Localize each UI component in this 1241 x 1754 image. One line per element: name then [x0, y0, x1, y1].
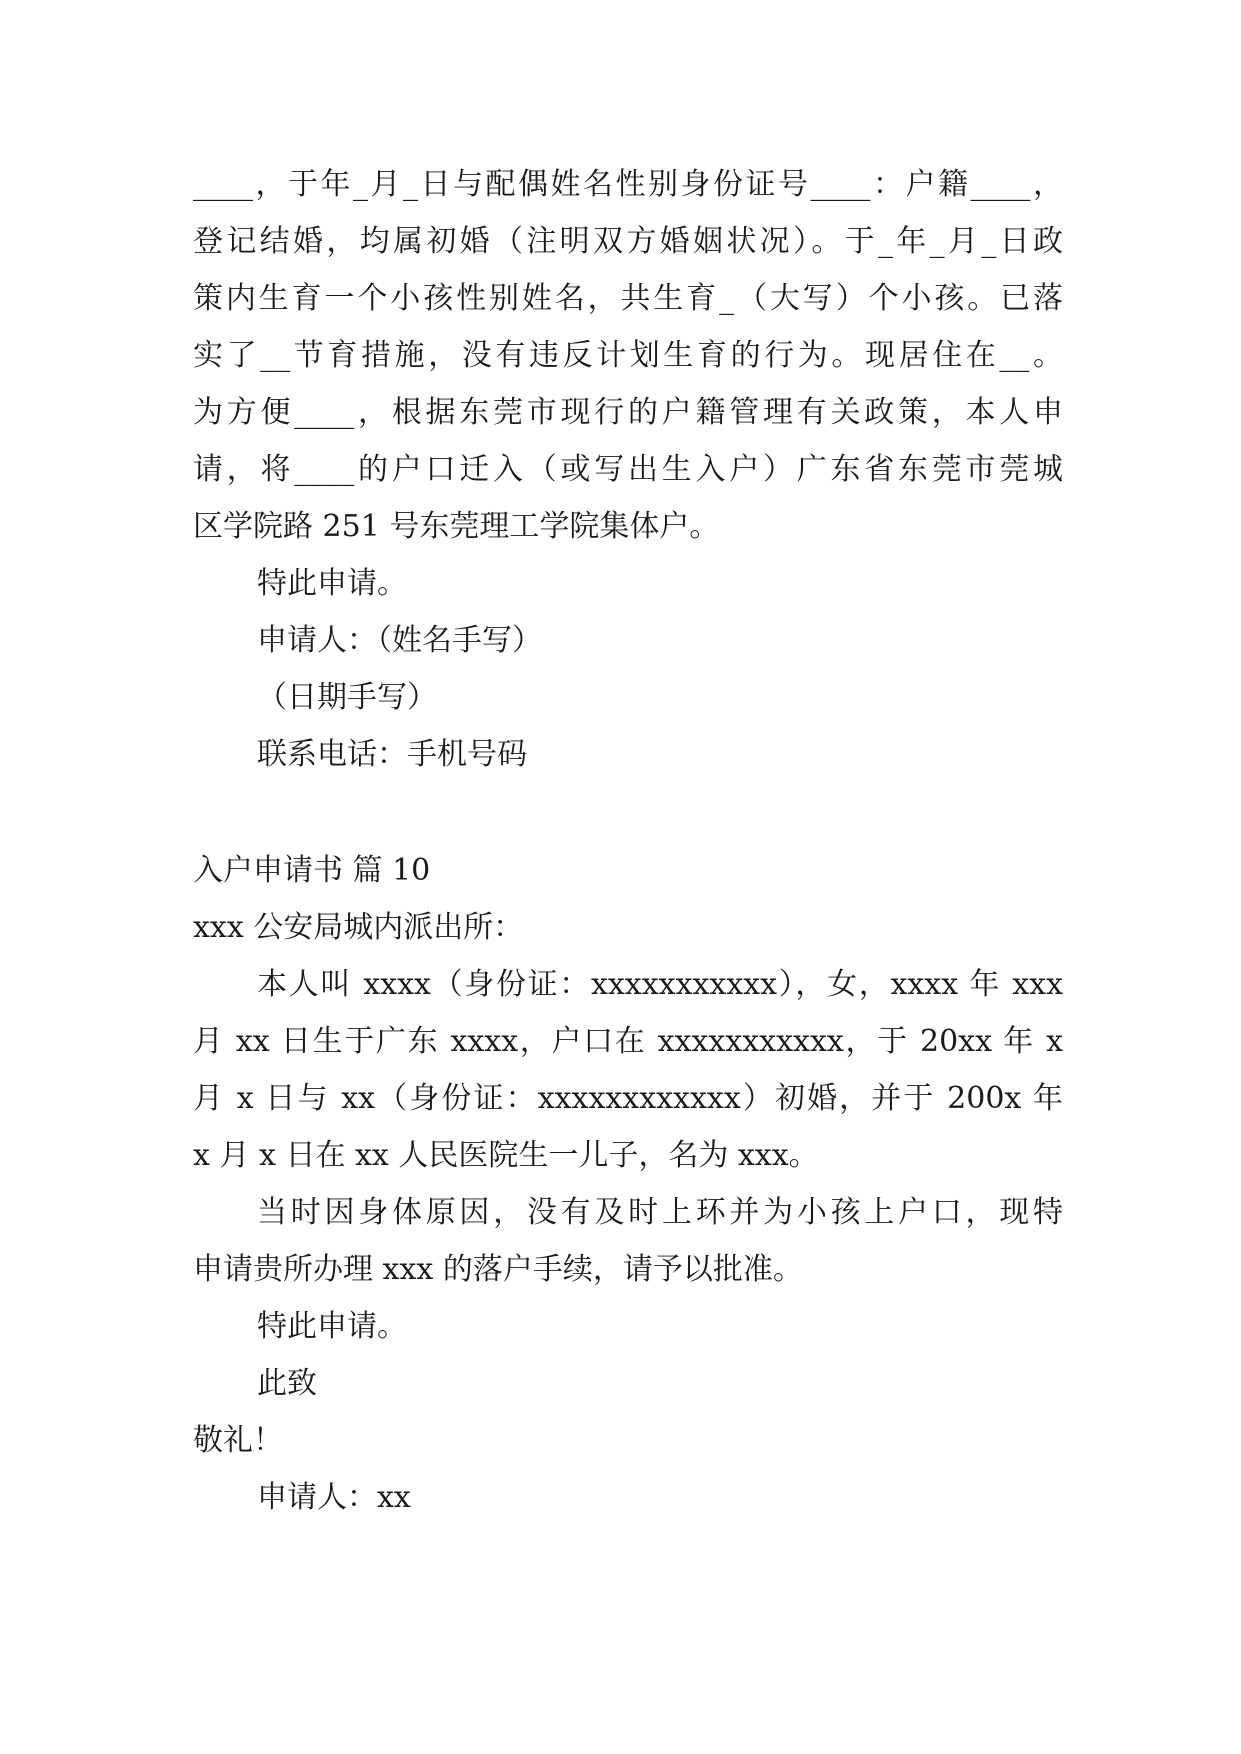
paragraph-line: 当时因身体原因，没有及时上环并为小孩上户口，现特: [257, 1195, 1063, 1230]
paragraph-line: 策内生育一个小孩性别姓名，共生育_（大写）个小孩。已落: [193, 281, 1063, 316]
section-heading: 入户申请书 篇 10: [193, 853, 431, 888]
paragraph-line: 实了__节育措施，没有违反计划生育的行为。现居住在__。: [193, 338, 1063, 373]
paragraph-line: 月 x 日与 xx（身份证：xxxxxxxxxxxx）初婚，并于 200x 年: [193, 1081, 1063, 1116]
paragraph-line: 请，将____的户口迁入（或写出生入户）广东省东莞市莞城: [193, 452, 1063, 487]
contact-phone: 联系电话：手机号码: [257, 737, 527, 772]
paragraph-line: 登记结婚，均属初婚（注明双方婚姻状况）。于_年_月_日政: [193, 224, 1063, 259]
applicant-signature: 申请人：（姓名手写）: [257, 623, 542, 658]
paragraph-line: 月 xx 日生于广东 xxxx，户口在 xxxxxxxxxxx，于 20xx 年 x: [193, 1024, 1063, 1059]
signature-date: （日期手写）: [257, 680, 437, 715]
salutation-line: 敬礼！: [193, 1423, 283, 1458]
salutation-line: 此致: [257, 1366, 317, 1401]
paragraph-line: 本人叫 xxxx（身份证：xxxxxxxxxxx），女，xxxx 年 xxx: [257, 967, 1063, 1002]
paragraph-line: 区学院路 251 号东莞理工学院集体户。: [193, 509, 720, 544]
paragraph-line: 申请贵所办理 xxx 的落户手续，请予以批准。: [193, 1252, 803, 1287]
closing-text: 特此申请。: [257, 1309, 407, 1344]
addressee: xxx 公安局城内派出所：: [193, 910, 524, 945]
paragraph-line: 为方便____，根据东莞市现行的户籍管理有关政策，本人申: [193, 395, 1063, 430]
closing-text: 特此申请。: [257, 566, 407, 601]
paragraph-line: ____，于年_月_日与配偶姓名性别身份证号____：户籍____，: [193, 167, 1063, 202]
applicant-signature: 申请人：xx: [257, 1480, 411, 1515]
paragraph-line: x 月 x 日在 xx 人民医院生一儿子，名为 xxx。: [193, 1138, 819, 1173]
